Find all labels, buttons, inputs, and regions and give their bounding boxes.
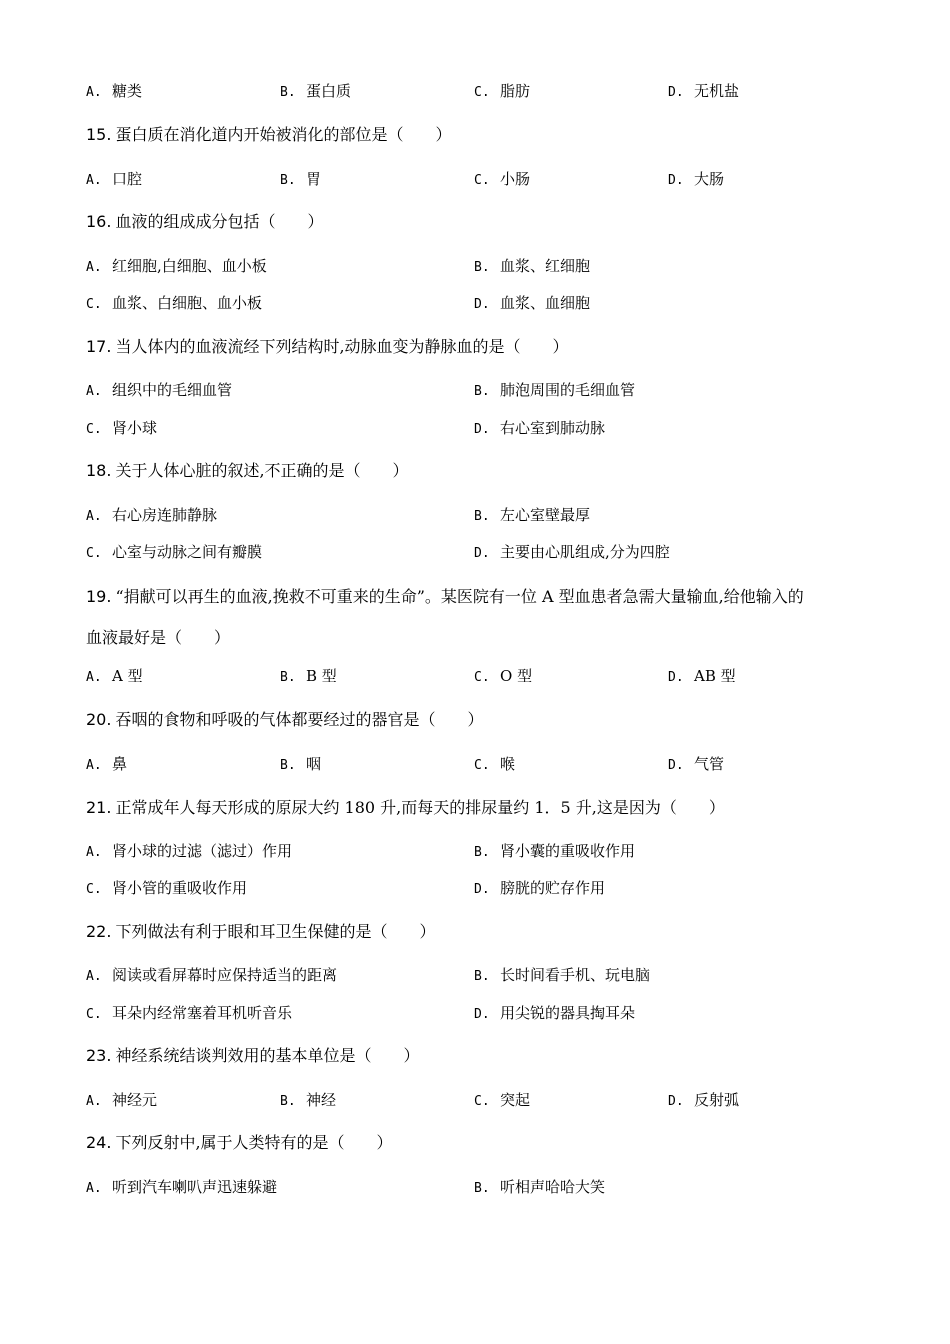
q21-options-row1: [86, 839, 876, 863]
q22-options-row1: [86, 963, 876, 987]
q17-options-row2: [86, 416, 876, 440]
q17-option-c: C. 肾小球: [86, 419, 158, 437]
q17-option-b: B. 肺泡周围的毛细血管: [474, 381, 636, 399]
q22-option-d: D. 用尖锐的器具掏耳朵: [474, 1004, 636, 1022]
q22-option-b: B. 长时间看手机、玩电脑: [474, 966, 651, 984]
q23-options: [86, 1088, 876, 1112]
q19-option-d: D. AB 型: [668, 667, 736, 685]
q20-options: [86, 752, 876, 776]
q15-option-a: A. 口腔: [86, 170, 143, 188]
q20-option-c: C. 喉: [474, 755, 516, 773]
q16-stem: 16. 血液的组成成分包括（ ）: [86, 212, 324, 231]
q21-option-d: D. 膀胱的贮存作用: [474, 879, 606, 897]
q14-option-c: C. 脂肪: [474, 82, 531, 100]
q22-stem: 22. 下列做法有利于眼和耳卫生保健的是（ ）: [86, 922, 436, 941]
q18-option-c: C. 心室与动脉之间有瓣膜: [86, 543, 263, 561]
q24-stem: 24. 下列反射中,属于人类特有的是（ ）: [86, 1133, 393, 1152]
q15-options: [86, 167, 876, 191]
q14-option-b: B. 蛋白质: [280, 82, 352, 100]
q16-options-row1: [86, 254, 876, 278]
q17-option-d: D. 右心室到肺动脉: [474, 419, 606, 437]
q14-option-a: A. 糖类: [86, 82, 143, 100]
q16-option-c: C. 血浆、白细胞、血小板: [86, 294, 263, 312]
q19-stem-continued: 血液最好是（ ）: [86, 628, 231, 647]
q14-options: [86, 79, 876, 103]
q23-option-a: A. 神经元: [86, 1091, 158, 1109]
q23-option-b: B. 神经: [280, 1091, 337, 1109]
q17-options-row1: [86, 378, 876, 402]
q19-stem: 19. “捐献可以再生的血液,挽救不可重来的生命”。某医院有一位 A 型血患者急需大量输血,给他输入的: [86, 587, 804, 606]
q15-option-c: C. 小肠: [474, 170, 531, 188]
q18-option-d: D. 主要由心肌组成,分为四腔: [474, 543, 670, 561]
q15-stem: 15. 蛋白质在消化道内开始被消化的部位是（ ）: [86, 125, 452, 144]
q21-option-b: B. 肾小囊的重吸收作用: [474, 842, 636, 860]
q16-option-d: D. 血浆、血细胞: [474, 294, 591, 312]
q20-option-a: A. 鼻: [86, 755, 128, 773]
q20-option-b: B. 咽: [280, 755, 322, 773]
q24-option-a: A. 听到汽车喇叭声迅速躲避: [86, 1178, 278, 1196]
q22-option-c: C. 耳朵内经常塞着耳机听音乐: [86, 1004, 293, 1022]
q23-option-d: D. 反射弧: [668, 1091, 740, 1109]
q18-option-a: A. 右心房连肺静脉: [86, 506, 218, 524]
q19-option-b: B. B 型: [280, 667, 337, 685]
q21-stem: 21. 正常成年人每天形成的原尿大约 180 升,而每天的排尿量约 1．5 升,这是因为（ ）: [86, 798, 725, 817]
q18-options-row1: [86, 503, 876, 527]
q17-stem: 17. 当人体内的血液流经下列结构时,动脉血变为静脉血的是（ ）: [86, 337, 569, 356]
q21-option-a: A. 肾小球的过滤（滤过）作用: [86, 842, 293, 860]
q15-option-b: B. 胃: [280, 170, 322, 188]
q23-option-c: C. 突起: [474, 1091, 531, 1109]
q16-option-b: B. 血浆、红细胞: [474, 257, 591, 275]
q21-options-row2: [86, 876, 876, 900]
q18-stem: 18. 关于人体心脏的叙述,不正确的是（ ）: [86, 461, 409, 480]
q24-option-b: B. 听相声哈哈大笑: [474, 1178, 606, 1196]
q16-options-row2: [86, 291, 876, 315]
q21-option-c: C. 肾小管的重吸收作用: [86, 879, 248, 897]
q20-option-d: D. 气管: [668, 755, 725, 773]
q14-option-d: D. 无机盐: [668, 82, 740, 100]
q18-option-b: B. 左心室壁最厚: [474, 506, 591, 524]
q20-stem: 20. 吞咽的食物和呼吸的气体都要经过的器官是（ ）: [86, 710, 484, 729]
q19-option-a: A. A 型: [86, 667, 143, 685]
q16-option-a: A. 红细胞,白细胞、血小板: [86, 257, 267, 275]
q19-options: [86, 664, 876, 688]
q19-option-c: C. O 型: [474, 667, 533, 685]
q24-options-row1: [86, 1175, 876, 1199]
q22-option-a: A. 阅读或看屏幕时应保持适当的距离: [86, 966, 338, 984]
q23-stem: 23. 神经系统结谈判效用的基本单位是（ ）: [86, 1046, 420, 1065]
q22-options-row2: [86, 1001, 876, 1025]
q17-option-a: A. 组织中的毛细血管: [86, 381, 233, 399]
q18-options-row2: [86, 540, 876, 564]
q15-option-d: D. 大肠: [668, 170, 725, 188]
